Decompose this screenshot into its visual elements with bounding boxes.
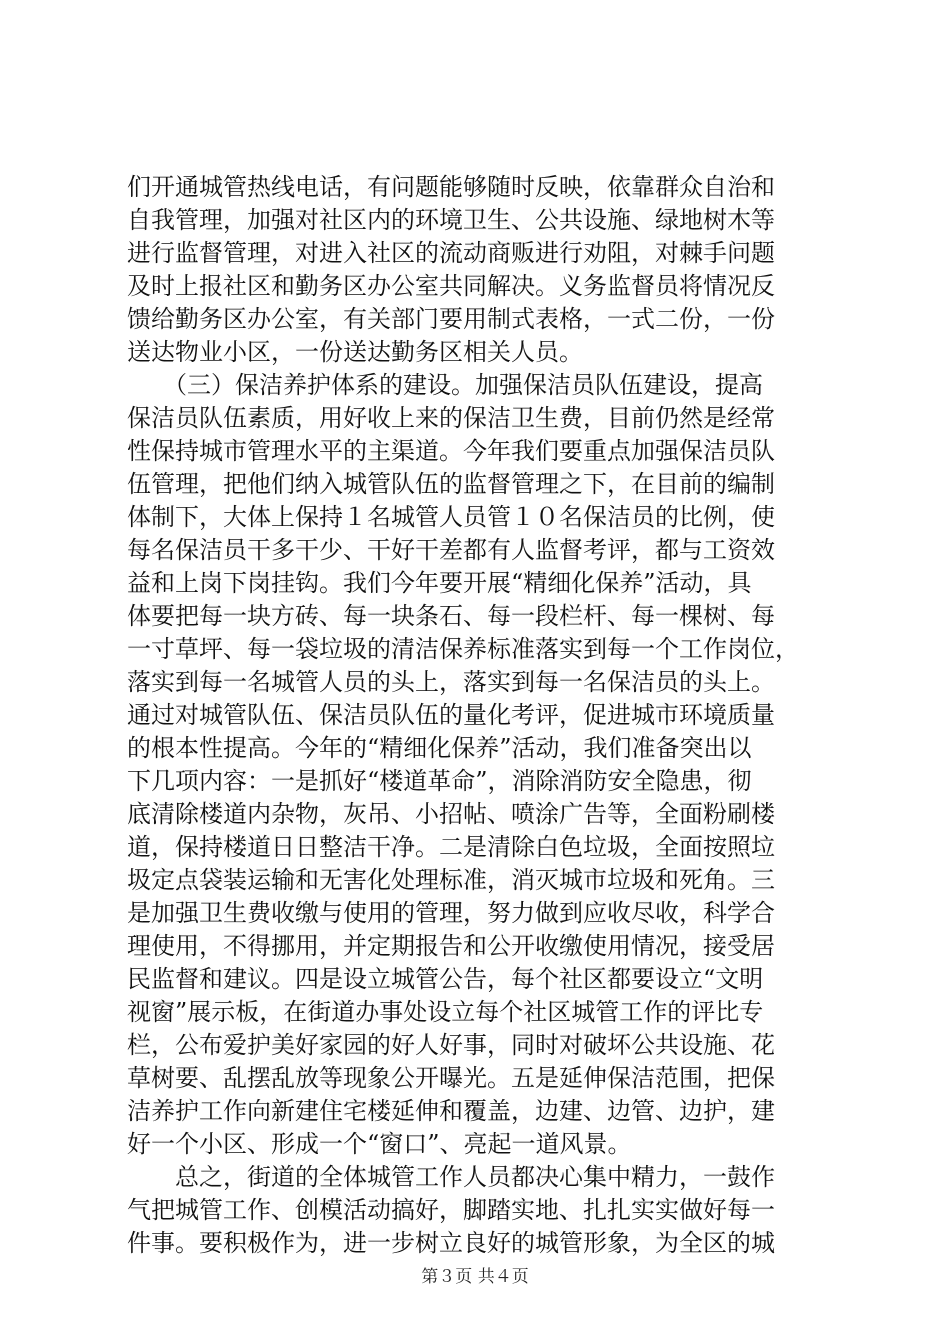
text-line: 送达物业小区，一份送达勤务区相关人员。 bbox=[127, 338, 583, 366]
text-line: 每名保洁员干多干少、干好干差都有人监督考评，都与工资效 bbox=[127, 536, 775, 564]
text-line: 自我管理，加强对社区内的环境卫生、公共设施、绿地树木等 bbox=[127, 206, 775, 234]
text-line: 道，保持楼道日日整洁干净。二是清除白色垃圾，全面按照垃 bbox=[127, 833, 775, 861]
page-footer: 第３页 共４页 bbox=[421, 1267, 529, 1287]
text-line: 体制下，大体上保持１名城管人员管１０名保洁员的比例，使 bbox=[127, 503, 775, 531]
text-line: 一寸草坪、每一袋垃圾的清洁保养标准落实到每一个工作岗位， bbox=[127, 635, 799, 663]
text-line: 好一个小区、形成一个“窗口”、亮起一道风景。 bbox=[127, 1130, 632, 1158]
text-line: 体要把每一块方砖、每一块条石、每一段栏杆、每一棵树、每 bbox=[127, 602, 775, 630]
text-line: 洁养护工作向新建住宅楼延伸和覆盖，边建、边管、边护，建 bbox=[127, 1097, 775, 1125]
text-line: 是加强卫生费收缴与使用的管理，努力做到应收尽收，科学合 bbox=[127, 899, 775, 927]
text-line: 件事。要积极作为，进一步树立良好的城管形象，为全区的城 bbox=[127, 1229, 775, 1257]
text-line: 底清除楼道内杂物，灰吊、小招帖、喷涂广告等，全面粉刷楼 bbox=[127, 800, 775, 828]
text-line: 栏，公布爱护美好家园的好人好事，同时对破坏公共设施、花 bbox=[127, 1031, 775, 1059]
text-line: 民监督和建议。四是设立城管公告，每个社区都要设立“文明 bbox=[127, 965, 764, 993]
text-line: 通过对城管队伍、保洁员队伍的量化考评，促进城市环境质量 bbox=[127, 701, 775, 729]
text-line: 保洁员队伍素质，用好收上来的保洁卫生费，目前仍然是经常 bbox=[127, 404, 775, 432]
body-text bbox=[127, 171, 827, 1260]
text-line: 们开通城管热线电话，有问题能够随时反映，依靠群众自治和 bbox=[127, 173, 775, 201]
text-line: 总之，街道的全体城管工作人员都决心集中精力，一鼓作 bbox=[127, 1163, 775, 1191]
text-line: 的根本性提高。今年的“精细化保养”活动，我们准备突出以 bbox=[127, 734, 752, 762]
text-line: 进行监督管理，对进入社区的流动商贩进行劝阻，对棘手问题 bbox=[127, 239, 775, 267]
text-line: 及时上报社区和勤务区办公室共同解决。义务监督员将情况反 bbox=[127, 272, 775, 300]
text-line: 性保持城市管理水平的主渠道。今年我们要重点加强保洁员队 bbox=[127, 437, 775, 465]
text-line: 伍管理，把他们纳入城管队伍的监督管理之下，在目前的编制 bbox=[127, 470, 775, 498]
text-line: 气把城管工作、创模活动搞好，脚踏实地、扎扎实实做好每一 bbox=[127, 1196, 775, 1224]
text-line: 馈给勤务区办公室，有关部门要用制式表格，一式二份，一份 bbox=[127, 305, 775, 333]
text-line: （三）保洁养护体系的建设。加强保洁员队伍建设，提高 bbox=[127, 371, 763, 399]
text-line: 草树要、乱摆乱放等现象公开曝光。五是延伸保洁范围，把保 bbox=[127, 1064, 775, 1092]
text-line: 下几项内容：一是抓好“楼道革命”，消除消防安全隐患，彻 bbox=[127, 767, 752, 795]
text-line: 益和上岗下岗挂钩。我们今年要开展“精细化保养”活动，具 bbox=[127, 569, 752, 597]
text-line: 理使用，不得挪用，并定期报告和公开收缴使用情况，接受居 bbox=[127, 932, 775, 960]
text-line: 圾定点袋装运输和无害化处理标准，消灭城市垃圾和死角。三 bbox=[127, 866, 775, 894]
text-line: 落实到每一名城管人员的头上，落实到每一名保洁员的头上。 bbox=[127, 668, 775, 696]
text-line: 视窗”展示板，在街道办事处设立每个社区城管工作的评比专 bbox=[127, 998, 764, 1026]
